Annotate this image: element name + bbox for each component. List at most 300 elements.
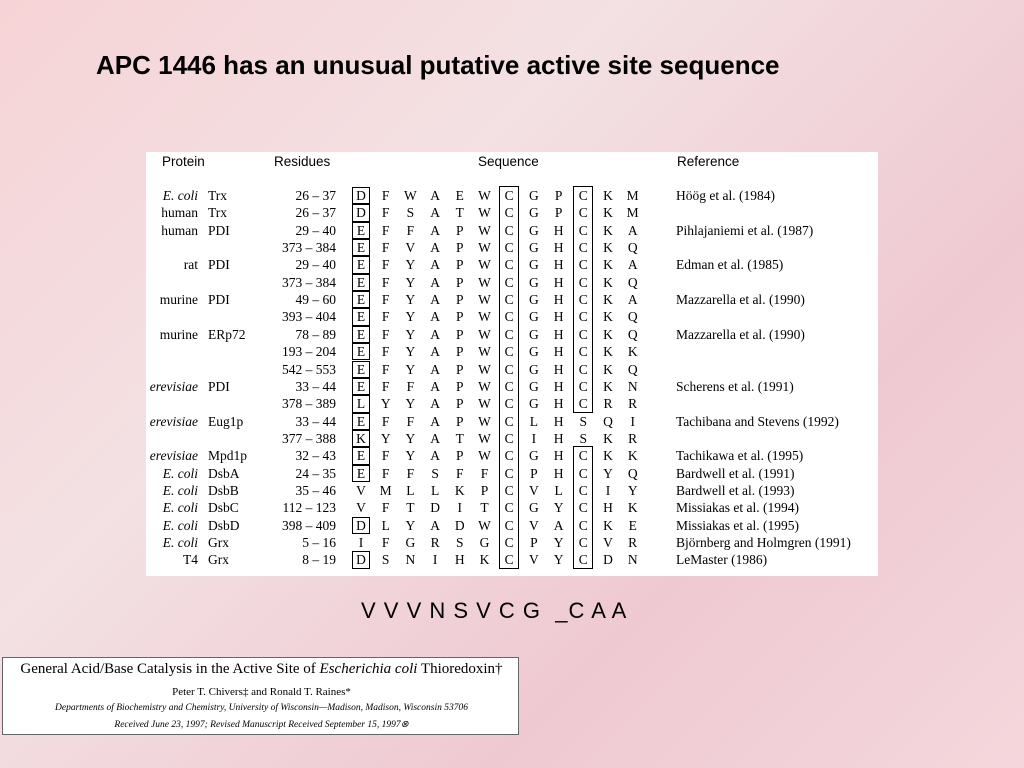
residue-letter: G bbox=[529, 205, 539, 221]
organism-cell: E. coli bbox=[162, 535, 198, 550]
residue-letter: P bbox=[530, 465, 538, 481]
residues-cell: 26 – 37 bbox=[295, 205, 336, 221]
residue-letter: F bbox=[480, 465, 489, 481]
residues-cell: 193 – 204 bbox=[282, 344, 336, 360]
residues-cell: 32 – 43 bbox=[295, 448, 336, 464]
residue-letter: F bbox=[381, 326, 390, 342]
residue-letter: C bbox=[578, 535, 588, 550]
residue-letter: C bbox=[578, 326, 588, 342]
residue-letter: F bbox=[381, 361, 390, 377]
reference-cell: Tachibana and Stevens (1992) bbox=[676, 413, 839, 429]
residue-letter: A bbox=[430, 517, 440, 533]
residue-letter: L bbox=[406, 482, 415, 498]
organism-cell: E. coli bbox=[162, 188, 198, 203]
residue-letter: Q bbox=[627, 240, 638, 256]
residue-letter: H bbox=[553, 465, 564, 481]
residue-letter: Y bbox=[405, 361, 416, 377]
residue-letter: F bbox=[406, 222, 415, 238]
residue-letter: H bbox=[553, 378, 564, 394]
residue-letter: G bbox=[529, 222, 539, 238]
residue-letter: M bbox=[626, 205, 639, 221]
residue-letter: S bbox=[381, 552, 390, 568]
residues-cell: 373 – 384 bbox=[282, 240, 336, 256]
residue-letter: A bbox=[430, 413, 440, 429]
residue-letter: G bbox=[479, 535, 490, 550]
residue-letter: S bbox=[406, 205, 415, 221]
residue-letter: E bbox=[356, 257, 366, 273]
residue-letter: W bbox=[478, 378, 491, 394]
reference-cell: Mazzarella et al. (1990) bbox=[676, 292, 805, 308]
protein-cell: DsbB bbox=[208, 482, 239, 498]
protein-cell: DsbD bbox=[208, 517, 240, 533]
residue-letter: W bbox=[478, 274, 491, 290]
residue-letter: G bbox=[529, 361, 539, 377]
residue-letter: K bbox=[603, 309, 613, 325]
residues-cell: 393 – 404 bbox=[282, 309, 336, 325]
residue-letter: Q bbox=[627, 326, 638, 342]
residue-letter: G bbox=[405, 535, 416, 550]
residue-letter: T bbox=[455, 430, 464, 446]
residue-letter: A bbox=[430, 309, 440, 325]
residue-letter: G bbox=[529, 378, 539, 394]
protein-cell: PDI bbox=[208, 292, 230, 308]
residue-letter: H bbox=[553, 274, 564, 290]
residue-letter: C bbox=[578, 205, 588, 221]
residue-letter: G bbox=[529, 344, 539, 360]
residue-letter: K bbox=[454, 482, 465, 498]
residue-letter: K bbox=[479, 552, 490, 568]
residue-letter: L bbox=[356, 396, 366, 412]
residue-box bbox=[352, 274, 370, 291]
paper-citation-clipping bbox=[2, 657, 519, 735]
residue-letter: Y bbox=[603, 465, 613, 481]
residue-letter: P bbox=[456, 292, 464, 308]
residue-letter: K bbox=[603, 240, 613, 256]
residue-letter: M bbox=[379, 482, 392, 498]
residue-letter: Y bbox=[405, 430, 416, 446]
residue-box bbox=[352, 361, 370, 378]
residue-letter: F bbox=[381, 292, 390, 308]
residue-letter: K bbox=[603, 292, 613, 308]
organism-cell: E. coli bbox=[162, 465, 198, 481]
residue-letter: G bbox=[529, 188, 539, 203]
residue-letter: A bbox=[553, 517, 564, 533]
residue-letter: R bbox=[628, 396, 638, 412]
residue-letter: Y bbox=[380, 396, 391, 412]
residue-letter: E bbox=[455, 188, 464, 203]
residue-letter: H bbox=[603, 500, 613, 516]
residue-letter: R bbox=[430, 535, 440, 550]
residue-letter: H bbox=[553, 448, 564, 464]
residue-letter: D bbox=[454, 517, 465, 533]
residue-letter: M bbox=[626, 188, 639, 203]
citation-title bbox=[3, 661, 520, 678]
header-residues: Residues bbox=[274, 154, 331, 169]
residue-letter: H bbox=[553, 257, 564, 273]
residue-letter: P bbox=[456, 361, 464, 377]
residue-letter: C bbox=[578, 396, 588, 412]
residue-box bbox=[352, 465, 370, 482]
residue-letter: C bbox=[504, 222, 514, 238]
residue-letter: G bbox=[529, 240, 539, 256]
reference-cell: Scherens et al. (1991) bbox=[676, 378, 794, 394]
reference-cell: LeMaster (1986) bbox=[676, 552, 768, 568]
residue-letter: P bbox=[456, 309, 464, 325]
residue-letter: K bbox=[627, 344, 638, 360]
reference-cell: Bardwell et al. (1991) bbox=[676, 465, 795, 481]
residue-letter: W bbox=[478, 448, 491, 464]
residue-letter: D bbox=[603, 552, 613, 568]
residue-letter: C bbox=[578, 257, 588, 273]
residue-letter: T bbox=[455, 205, 464, 221]
residue-letter: C bbox=[504, 448, 514, 464]
residue-letter: K bbox=[603, 274, 613, 290]
residue-letter: F bbox=[381, 205, 390, 221]
reference-cell: Edman et al. (1985) bbox=[676, 257, 784, 273]
residue-letter: S bbox=[579, 430, 588, 446]
residue-letter: W bbox=[478, 292, 491, 308]
residue-letter: C bbox=[578, 448, 588, 464]
residue-letter: C bbox=[504, 378, 514, 394]
residue-letter: P bbox=[456, 257, 464, 273]
residues-cell: 26 – 37 bbox=[295, 188, 336, 203]
cysteine-column-box bbox=[573, 446, 593, 568]
residue-letter: W bbox=[478, 396, 491, 412]
residue-letter: E bbox=[356, 309, 366, 325]
residue-letter: Q bbox=[627, 361, 638, 377]
residue-letter: G bbox=[529, 448, 539, 464]
residue-letter: E bbox=[356, 378, 366, 394]
residue-letter: Y bbox=[405, 517, 416, 533]
residue-letter: L bbox=[554, 482, 563, 498]
residues-cell: 29 – 40 bbox=[295, 257, 336, 273]
slide-title: APC 1446 has an unusual putative active site sequence bbox=[96, 50, 780, 80]
residue-letter: G bbox=[529, 500, 539, 516]
residue-letter: T bbox=[406, 500, 415, 516]
organism-cell: human bbox=[161, 222, 198, 238]
residue-letter: K bbox=[603, 361, 613, 377]
residue-letter: A bbox=[430, 396, 440, 412]
residue-letter: F bbox=[381, 465, 390, 481]
residue-letter: A bbox=[627, 292, 638, 308]
residue-letter: A bbox=[430, 222, 440, 238]
residue-letter: P bbox=[456, 413, 464, 429]
residue-letter: W bbox=[478, 240, 491, 256]
residue-letter: C bbox=[504, 430, 514, 446]
residue-letter: C bbox=[504, 482, 514, 498]
residue-letter: C bbox=[504, 240, 514, 256]
residue-letter: K bbox=[627, 448, 638, 464]
residues-cell: 49 – 60 bbox=[295, 292, 336, 308]
organism-cell: erevisiae bbox=[149, 448, 198, 464]
organism-cell: E. coli bbox=[162, 500, 198, 516]
residue-letter: C bbox=[578, 292, 588, 308]
residue-box bbox=[352, 343, 370, 360]
residue-letter: F bbox=[456, 465, 464, 481]
residue-letter: V bbox=[603, 535, 613, 550]
residue-letter: P bbox=[456, 378, 464, 394]
residue-letter: G bbox=[529, 292, 539, 308]
residue-letter: R bbox=[628, 430, 638, 446]
residue-letter: F bbox=[381, 240, 390, 256]
residue-letter: F bbox=[381, 222, 390, 238]
residues-cell: 398 – 409 bbox=[282, 517, 336, 533]
residue-letter: C bbox=[578, 517, 588, 533]
residues-cell: 112 – 123 bbox=[282, 500, 336, 516]
residue-letter: P bbox=[456, 396, 464, 412]
residue-letter: C bbox=[504, 500, 514, 516]
residue-letter: H bbox=[553, 292, 564, 308]
residue-letter: C bbox=[504, 413, 514, 429]
residue-letter: F bbox=[381, 413, 390, 429]
residues-cell: 542 – 553 bbox=[282, 361, 336, 377]
residue-letter: C bbox=[504, 292, 514, 308]
residue-letter: A bbox=[430, 205, 440, 221]
sequence-alignment-table bbox=[146, 152, 878, 576]
residue-letter: N bbox=[627, 552, 638, 568]
residue-letter: Y bbox=[405, 257, 416, 273]
residues-cell: 377 – 388 bbox=[282, 430, 336, 446]
residue-letter: N bbox=[627, 378, 638, 394]
residue-letter: H bbox=[553, 240, 564, 256]
residue-letter: E bbox=[356, 292, 366, 308]
protein-cell: PDI bbox=[208, 257, 230, 273]
residue-letter: E bbox=[356, 413, 366, 429]
residue-letter: Y bbox=[405, 448, 416, 464]
residue-letter: D bbox=[356, 205, 366, 221]
residue-letter: I bbox=[432, 552, 438, 568]
residue-letter: S bbox=[579, 413, 588, 429]
residue-letter: H bbox=[553, 430, 564, 446]
organism-cell: murine bbox=[159, 292, 198, 308]
residue-letter: C bbox=[504, 361, 514, 377]
residue-letter: Q bbox=[627, 309, 638, 325]
residue-letter: A bbox=[430, 361, 440, 377]
residue-letter: S bbox=[431, 465, 439, 481]
residue-letter: F bbox=[381, 378, 390, 394]
residue-letter: F bbox=[381, 448, 390, 464]
residue-letter: C bbox=[504, 188, 514, 203]
residues-cell: 33 – 44 bbox=[295, 413, 336, 429]
protein-cell: Grx bbox=[208, 535, 229, 550]
residue-letter: K bbox=[603, 378, 613, 394]
citation-title-organism: Escherichia coli bbox=[319, 661, 418, 677]
residue-letter: A bbox=[430, 188, 440, 203]
residue-letter: W bbox=[478, 326, 491, 342]
residue-letter: P bbox=[456, 274, 464, 290]
residue-letter: A bbox=[430, 448, 440, 464]
residue-letter: G bbox=[529, 257, 539, 273]
residue-letter: W bbox=[404, 188, 417, 203]
residue-letter: C bbox=[504, 465, 514, 481]
residue-letter: A bbox=[430, 430, 440, 446]
protein-cell: ERp72 bbox=[208, 326, 246, 342]
residue-letter: E bbox=[356, 465, 366, 481]
residue-letter: K bbox=[603, 448, 613, 464]
residue-box bbox=[352, 239, 370, 256]
residue-letter: F bbox=[381, 344, 390, 360]
residue-letter: H bbox=[553, 326, 564, 342]
residue-letter: P bbox=[456, 344, 464, 360]
residue-letter: K bbox=[603, 188, 613, 203]
citation-department: Departments of Biochemistry and Chemistry, University of Wisconsin—Madison, Madison, Wisconsin 53706 bbox=[55, 703, 468, 713]
residue-letter: Y bbox=[405, 344, 416, 360]
residue-letter: A bbox=[430, 240, 440, 256]
cysteine-column-box bbox=[499, 186, 519, 569]
residue-letter: P bbox=[456, 240, 464, 256]
residue-letter: A bbox=[430, 326, 440, 342]
residue-letter: A bbox=[627, 257, 638, 273]
residue-letter: C bbox=[578, 240, 588, 256]
residue-letter: F bbox=[381, 188, 390, 203]
residue-letter: E bbox=[356, 240, 366, 256]
residue-box bbox=[352, 551, 370, 568]
residue-box bbox=[352, 517, 370, 534]
residue-letter: C bbox=[504, 517, 514, 533]
residue-letter: W bbox=[478, 517, 491, 533]
residue-letter: V bbox=[405, 240, 416, 256]
residue-letter: T bbox=[480, 500, 489, 516]
cysteine-column-box bbox=[573, 186, 593, 413]
residue-letter: Y bbox=[405, 274, 416, 290]
residue-letter: K bbox=[356, 430, 366, 446]
residue-letter: V bbox=[529, 482, 539, 498]
residue-letter: C bbox=[504, 205, 514, 221]
protein-cell: Eug1p bbox=[208, 413, 244, 429]
residue-letter: W bbox=[478, 309, 491, 325]
protein-cell: PDI bbox=[208, 378, 230, 394]
protein-cell: Grx bbox=[208, 552, 229, 568]
residues-cell: 373 – 384 bbox=[282, 274, 336, 290]
residue-letter: Y bbox=[380, 430, 391, 446]
residue-letter: F bbox=[381, 535, 390, 550]
organism-cell: E. coli bbox=[162, 482, 198, 498]
residue-letter: K bbox=[603, 430, 613, 446]
residue-letter: K bbox=[603, 257, 613, 273]
residue-letter: H bbox=[553, 413, 564, 429]
residue-letter: C bbox=[578, 274, 588, 290]
residues-cell: 24 – 35 bbox=[295, 465, 336, 481]
citation-dates: Received June 23, 1997; Revised Manuscript Received September 15, 1997⊗ bbox=[114, 720, 409, 730]
residue-letter: E bbox=[356, 344, 366, 360]
residue-letter: V bbox=[356, 482, 366, 498]
residue-letter: G bbox=[529, 326, 539, 342]
residue-letter: I bbox=[457, 500, 463, 516]
residue-letter: L bbox=[529, 413, 539, 429]
residue-letter: C bbox=[504, 326, 514, 342]
residue-letter: F bbox=[381, 309, 390, 325]
residue-letter: P bbox=[554, 205, 563, 221]
residue-letter: H bbox=[553, 309, 564, 325]
residue-letter: E bbox=[356, 326, 366, 342]
residue-letter: E bbox=[356, 222, 366, 238]
residue-letter: W bbox=[478, 361, 491, 377]
citation-authors: Peter T. Chivers‡ and Ronald T. Raines* bbox=[172, 686, 351, 698]
residue-letter: A bbox=[627, 222, 638, 238]
protein-cell: DsbA bbox=[208, 465, 240, 481]
reference-cell: Björnberg and Holmgren (1991) bbox=[676, 535, 851, 550]
query-sequence: V V V N S V C G _C A A bbox=[361, 598, 628, 623]
residue-letter: L bbox=[381, 517, 390, 533]
organism-cell: E. coli bbox=[162, 517, 198, 533]
residue-letter: V bbox=[356, 500, 366, 516]
residue-letter: C bbox=[578, 188, 588, 203]
reference-cell: Missiakas et al. (1995) bbox=[676, 517, 799, 533]
residue-letter: N bbox=[405, 552, 416, 568]
organism-cell: murine bbox=[159, 326, 198, 342]
protein-cell: Trx bbox=[208, 188, 228, 203]
residue-letter: W bbox=[478, 430, 491, 446]
organism-cell: rat bbox=[183, 257, 198, 273]
residue-letter: G bbox=[529, 396, 539, 412]
residue-letter: P bbox=[554, 188, 563, 203]
residues-cell: 33 – 44 bbox=[295, 378, 336, 394]
residue-letter: I bbox=[630, 413, 635, 429]
residue-letter: I bbox=[605, 482, 611, 498]
residue-letter: E bbox=[356, 361, 366, 377]
reference-cell: Bardwell et al. (1993) bbox=[676, 482, 795, 498]
residue-letter: Y bbox=[405, 292, 416, 308]
residue-letter: Y bbox=[553, 552, 564, 568]
residue-letter: S bbox=[456, 535, 464, 550]
protein-cell: PDI bbox=[208, 222, 230, 238]
residue-letter: H bbox=[553, 396, 564, 412]
residue-box bbox=[352, 430, 370, 447]
residue-letter: W bbox=[478, 222, 491, 238]
protein-cell: Mpd1p bbox=[208, 448, 248, 464]
residue-letter: C bbox=[504, 344, 514, 360]
residue-letter: C bbox=[504, 309, 514, 325]
residue-letter: Y bbox=[405, 326, 416, 342]
residue-letter: V bbox=[529, 552, 539, 568]
header-protein: Protein bbox=[162, 154, 205, 169]
residue-letter: C bbox=[504, 274, 514, 290]
residues-cell: 8 – 19 bbox=[302, 552, 336, 568]
residue-letter: K bbox=[603, 326, 613, 342]
residue-letter: Y bbox=[553, 500, 564, 516]
residue-box bbox=[352, 222, 370, 239]
residue-letter: F bbox=[406, 465, 415, 481]
residue-letter: F bbox=[406, 378, 415, 394]
residue-letter: H bbox=[454, 552, 465, 568]
residue-box bbox=[352, 395, 370, 412]
residue-letter: H bbox=[553, 344, 564, 360]
residue-letter: C bbox=[504, 396, 514, 412]
residue-letter: C bbox=[504, 552, 514, 568]
residue-letter: I bbox=[531, 430, 537, 446]
residue-box bbox=[352, 308, 370, 325]
organism-cell: T4 bbox=[183, 552, 198, 568]
residue-letter: K bbox=[603, 205, 613, 221]
residue-letter: D bbox=[356, 188, 366, 203]
organism-cell: erevisiae bbox=[149, 413, 198, 429]
residues-cell: 35 – 46 bbox=[295, 482, 336, 498]
residue-box bbox=[352, 447, 370, 464]
residue-letter: E bbox=[356, 274, 366, 290]
residue-letter: F bbox=[381, 274, 390, 290]
residue-letter: Y bbox=[405, 396, 416, 412]
residue-letter: K bbox=[603, 517, 613, 533]
residue-letter: A bbox=[430, 378, 440, 394]
reference-cell: Pihlajaniemi et al. (1987) bbox=[676, 222, 814, 238]
residue-letter: W bbox=[478, 257, 491, 273]
residue-box bbox=[352, 256, 370, 273]
residue-box bbox=[352, 413, 370, 430]
residue-letter: P bbox=[456, 448, 464, 464]
residue-letter: A bbox=[430, 274, 440, 290]
residue-letter: Y bbox=[627, 482, 638, 498]
residue-box bbox=[352, 204, 370, 221]
